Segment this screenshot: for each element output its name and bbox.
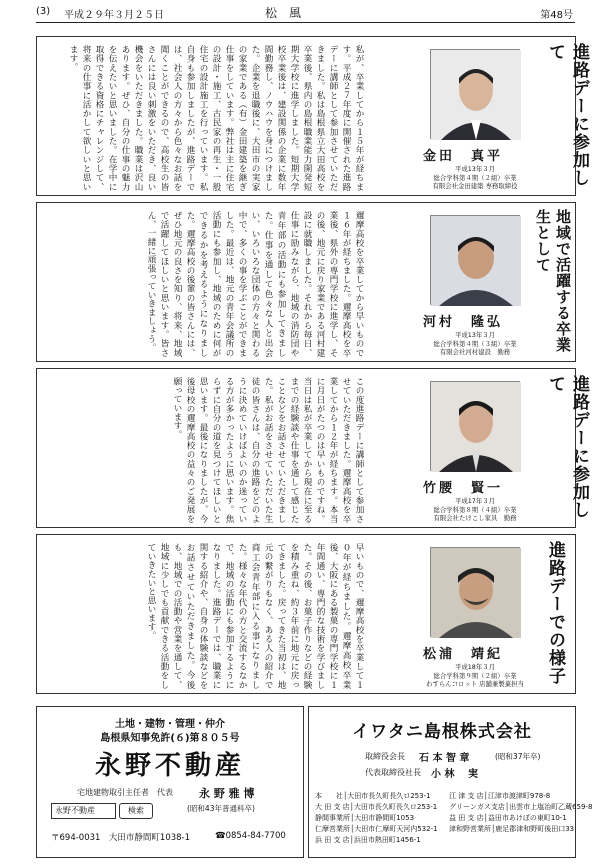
ad-tagline: 土地・建物・管理・仲介 — [115, 719, 225, 730]
issue-number: 第48号 — [540, 10, 573, 21]
ad-rep-label: 宅地建物取引主任者 代表 — [77, 788, 173, 797]
branch-list-left — [315, 791, 447, 846]
branch-address: 江 津 支 店│江津市渡津町978-8 — [449, 792, 551, 800]
ad-chair-label: 取締役会長 — [365, 752, 405, 761]
ad-nagano-realestate — [36, 706, 304, 858]
person-name: 河村 隆弘 — [423, 315, 504, 330]
paper-title: 松 風 — [265, 6, 302, 20]
ad-ceo-label: 代表取締役社長 — [365, 768, 421, 777]
ad-license: 島根県知事免許(６)第８０５号 — [100, 733, 240, 744]
section-3-title: 進路デーに参加して — [545, 375, 589, 519]
search-input[interactable]: 永野不動産 — [51, 803, 116, 819]
branch-address: 益 田 支 店│益田市あけぼの東町10-1 — [449, 814, 567, 822]
branch-address: グリーンガス支店│出雲市上塩冶町乙蔵659-8 — [449, 803, 593, 811]
branch-address: 静間事業所│大田市静間町1053 — [315, 814, 415, 822]
section-2 — [36, 202, 576, 362]
ad-chair-name: 石 本 智 章 — [419, 753, 470, 764]
page-number: (3) — [36, 6, 51, 17]
branch-list-right — [449, 791, 593, 835]
section-3 — [36, 368, 589, 528]
section-2-title: 地域で活躍する卒業生として — [534, 209, 572, 353]
section-4-body: 早いもので、邇摩高校を卒業して１０年が経ちました。邇摩高校卒業後、大阪にある製菓の専門学校に１年間通い、専門的な技術を学びました。その後、お菓子作りなどの経験を積み重ね、約３年前に地元に戻ってきました。戻ってきた当初は、地元の繋がりもなく、ある人の紹介で商工会青年部に入る事になりました。様々な年代の方と交流するなかで、地域の活動にも参加するようになりました。進路デーでは、職業に関する紹介や、自身の体験談などをお話させていただきました。今後も、地域での活動や営業を通して、地域に少しでも貢献できる活動をしていきたいと思います。 — [146, 543, 364, 689]
ad-ceo-name: 小 林 実 — [431, 769, 478, 780]
ad-rep-note: (昭和43年普通科卒) — [187, 804, 255, 813]
header-rule — [36, 22, 575, 23]
portrait-photo — [430, 215, 520, 305]
branch-address: 浜 田 支 店│浜田市熱田町1456-1 — [315, 836, 421, 844]
section-4-title: 進路デーでの様子 — [545, 541, 565, 685]
branch-address: 仁摩営業所│大田市仁摩町天河内532-1 — [315, 825, 438, 833]
ad-company-name: イワタニ島根株式会社 — [352, 722, 532, 742]
person-name: 金田 真平 — [423, 149, 504, 164]
section-1 — [36, 36, 589, 196]
person-info: 平成13年３月 総合学科第４期（３組）卒業 有限会社河村建設 勤務 — [433, 331, 517, 356]
branch-address: 津和野営業所│鹿足郡津和野町後田口33 — [449, 825, 575, 833]
ad-rep-name: 永 野 雅 博 — [199, 787, 255, 800]
issue-date: 平成２９年３月２５日 — [64, 10, 164, 21]
ad-address: 〒694-0031 大田市静間町1038-1 — [51, 833, 191, 843]
section-1-body: 私が、卒業してから１５年が経ちます。平成２７年度に開催された進路デーに講師として参加させていただきました。私は島根県立大田高校を卒業後、県内の島根職業能力開発短期大学校に進学しました。短期大学校卒業後は、建設関係の企業に数年間勤務し、ノウハウを身につけました。企業を退職後に、大田市の実家の家業である（有）金田建築を継ぎ仕事をしています。弊社は主に住宅の設計・施工、古民家の再生・一般住宅の設計施工を行っています。私自身も参加しましたが、進路デーでは、社会人の方々から色々なお話を聞くことができるので、高校生の皆さんには良い刺激をいただき、良い機会をいただきました。職業は沢山あります。ぜひ、自分の仕事の魅力を伝えたいと思いました。在学中に取得できる資格にチャレンジして、将来の仕事に活かして欲しいと思います。 — [68, 45, 364, 191]
ad-chair-note: (昭和37年卒) — [495, 752, 541, 761]
ad-phone: ☎0854-84-7700 — [215, 831, 286, 841]
section-4 — [36, 534, 576, 694]
branch-address: 大 田 支 店│大田市長久町長久ロ253-1 — [315, 803, 438, 811]
person-name: 竹腰 賢一 — [423, 481, 504, 496]
branch-address: 本 社│大田市長久町長久ロ253-1 — [315, 792, 431, 800]
portrait-photo — [430, 49, 520, 139]
person-info: 平成17年３月 総合学科第８期（４組）卒業 有限会社たけこし家具 勤務 — [433, 497, 517, 522]
section-1-title: 進路デーに参加して — [545, 43, 589, 187]
portrait-photo — [430, 547, 520, 637]
person-name: 松浦 靖紀 — [423, 647, 504, 662]
ad-iwatani — [308, 706, 593, 858]
portrait-photo — [430, 381, 520, 471]
ad-company-name: 永野不動産 — [94, 751, 245, 781]
search-button[interactable]: 検索 — [119, 803, 153, 819]
section-3-body: この度進路デーに講師として参加させていただきました。邇摩高校を卒業してから１２年が経ちます。本当に月日がたつのは早いものですね。当日は私が卒業してから現在に至るまでの経験談や仕事を通して感じたことなどをお話させていただきました。私がお話をさせていただいた生徒の皆さんは、自分の進路をどのように決めていけばよいのか迷っている方が多かったように思います。焦らずに自分の道を見つけてほしいと思います。最後になりましたが、今後母校の邇摩高校の益々のご発展を願っています。 — [172, 377, 364, 523]
person-info: 平成18年３月 総合学科第９期（２組）卒業 わすらんコロット 店舗兼製菓担当 — [426, 663, 524, 688]
section-2-body: 邇摩高校を卒業してから早いもので１６年が経ちました。邇摩高校を卒業後、県外の専門学校に進学し、その後、地元に戻り家業である河村建設に就職しました。それから毎日、仕事に励みながら、地域の消防団や青年部の活動にも参加してきました。仕事を通して色々な人と出会い、いろいろな団体の方々と関わる中で、多くの事を学ぶことができました。最近は、地元の青年会議所の活動にも参加し、地域のために何ができるかを考えるようになりました。邇摩高校の後輩の皆さんには、ぜひ地元の良さを知り、将来、地域で活躍してほしいと思います。皆さん、一緒に頑張っていきましょう。 — [146, 211, 364, 357]
person-info: 平成13年３月 総合学科第４期（２組）卒業 有限会社金田建築 専務取締役 — [432, 165, 518, 190]
